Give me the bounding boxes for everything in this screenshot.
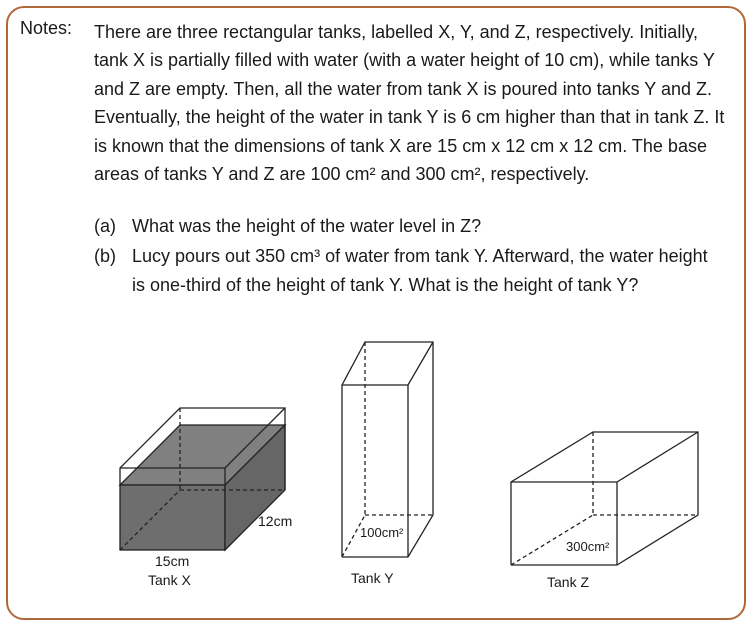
tank-x-width-label: 12cm xyxy=(258,513,293,529)
tank-x-length-label: 15cm xyxy=(155,553,190,569)
tank-x-name: Tank X xyxy=(148,572,191,588)
problem-paragraph: There are three rectangular tanks, labelled X, Y, and Z, respectively. Initially, tank X is partially filled with water (with a water height of 10 cm), while tanks Y and Z are empty. Then, all the water from tank X is poured into tanks Y and Z. Eventually, the height of the water in tank Y is 6 cm higher than that in tank Z. It is known that the dimensions of tank X are 15 cm x 12 cm x 12 cm. The base areas of tanks Y and Z are 100 cm² and 300 cm², respectively. xyxy=(94,22,725,185)
tank-z-outline-top xyxy=(511,432,698,482)
tank-y-name: Tank Y xyxy=(351,570,394,586)
tank-z-name: Tank Z xyxy=(547,574,590,590)
question-b-mark: (b) xyxy=(94,246,116,266)
tank-z-base-label: 300cm² xyxy=(566,539,610,554)
tank-x-water-front xyxy=(120,485,225,550)
question-a-text: What was the height of the water level in Z? xyxy=(132,216,482,236)
notes-label: Notes: xyxy=(20,18,73,38)
question-a-mark: (a) xyxy=(94,216,116,236)
tank-y-base-label: 100cm² xyxy=(360,525,404,540)
question-b-text-line2: is one-third of the height of tank Y. What is the height of tank Y? xyxy=(132,275,639,295)
question-b-text-line1: Lucy pours out 350 cm³ of water from tank Y. Afterward, the water height xyxy=(132,246,708,266)
tank-y-outline-top xyxy=(342,342,433,385)
